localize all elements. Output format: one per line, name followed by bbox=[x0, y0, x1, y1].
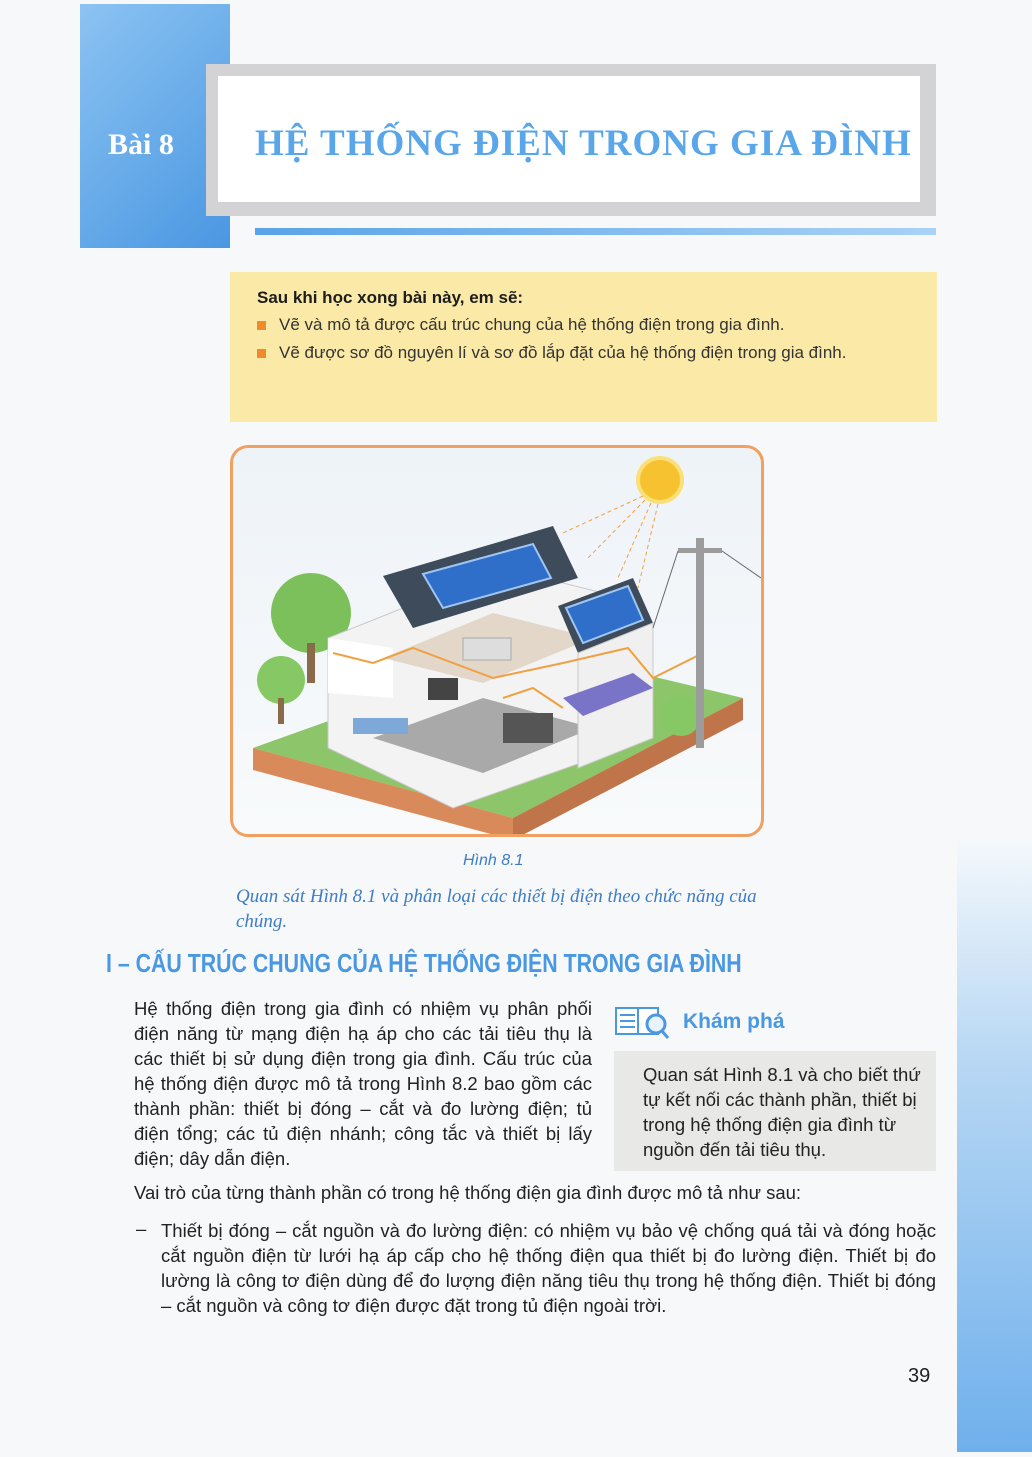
title-underline bbox=[255, 228, 936, 235]
explore-box bbox=[614, 1051, 936, 1171]
objective-item: Vẽ và mô tả được cấu trúc chung của hệ thống điện trong gia đình. bbox=[279, 315, 785, 334]
book-magnifier-icon bbox=[614, 1004, 670, 1040]
lesson-label: Bài 8 bbox=[108, 128, 174, 161]
square-bullet-icon bbox=[257, 321, 266, 330]
solar-house-illustration bbox=[233, 448, 761, 834]
objectives-box bbox=[230, 272, 937, 422]
page-edge-band bbox=[957, 840, 1032, 1452]
objective-item: Vẽ được sơ đồ nguyên lí và sơ đồ lắp đặt của hệ thống điện trong gia đình. bbox=[279, 343, 847, 362]
lesson-title: HỆ THỐNG ĐIỆN TRONG GIA ĐÌNH bbox=[255, 123, 912, 164]
section-heading: I – CẤU TRÚC CHUNG CỦA HỆ THỐNG ĐIỆN TRONG GIA ĐÌNH bbox=[106, 948, 742, 978]
body-paragraph: Hệ thống điện trong gia đình có nhiệm vụ phân phối điện năng từ mạng điện hạ áp cho các tải tiêu thụ là các thiết bị sử dụng điện trong gia đình. Cấu trúc của hệ thống điện được mô tả trong Hình 8.2 bao gồm các thành phần: thiết bị đóng – cắt và đo lường điện; tủ điện tổng; các tủ điện nhánh; công tắc và thiết bị lấy điện; dây dẫn điện. bbox=[134, 998, 592, 1169]
explore-text: Quan sát Hình 8.1 và cho biết thứ tự kết nối các thành phần, thiết bị trong hệ thống điện gia đình từ nguồn đến tải tiêu thụ. bbox=[643, 1064, 921, 1160]
figure-caption: Hình 8.1 bbox=[463, 852, 524, 869]
bullet-paragraph: Thiết bị đóng – cắt nguồn và đo lường điện: có nhiệm vụ bảo vệ chống quá tải và đóng hoặc cắt nguồn điện từ lưới hạ áp cấp cho hệ thống điện qua thiết bị đo lường điện. Thiết bị đo lường là công tơ điện dùng để đo lượng điện năng tiêu thụ trong hệ thống điện. Thiết bị đóng – cắt nguồn và công tơ điện được đặt trong tủ điện ngoài trời. bbox=[161, 1220, 936, 1316]
objectives-heading: Sau khi học xong bài này, em sẽ: bbox=[257, 288, 524, 307]
figure-house-illustration bbox=[230, 445, 764, 837]
intro-line: Vai trò của từng thành phần có trong hệ thống điện gia đình được mô tả như sau: bbox=[134, 1182, 802, 1203]
page-number: 39 bbox=[908, 1365, 931, 1387]
dash-bullet: – bbox=[136, 1218, 147, 1239]
explore-title: Khám phá bbox=[683, 1010, 785, 1033]
figure-question: Quan sát Hình 8.1 và phân loại các thiết bị điện theo chức năng của chúng. bbox=[236, 886, 757, 932]
square-bullet-icon bbox=[257, 349, 266, 358]
